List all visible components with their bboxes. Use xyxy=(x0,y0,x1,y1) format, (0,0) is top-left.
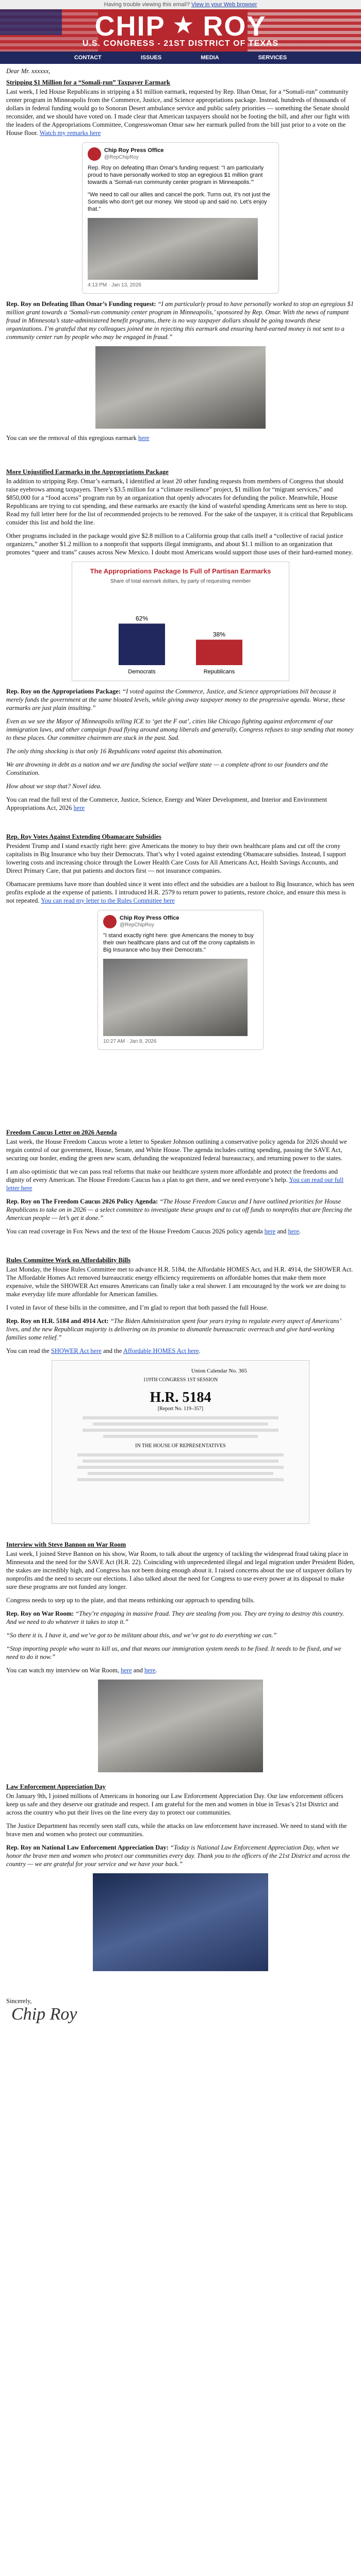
appropriations-body-2: Other programs included in the package would give $2.8 million to a California group that calls itself a “collective of racial justice organizers,” another $1.2 million to a nonprofit that supports illegal immigrants, and about $1.1 million to an organization that promotes “queer and trans” causes across New Mexico. I doubt most Americans would support those uses of their hard-earned money. xyxy=(6,532,353,556)
tweet-video-thumbnail[interactable] xyxy=(88,218,258,280)
tweet-video-thumbnail[interactable] xyxy=(103,959,248,1036)
fox-news-link[interactable]: here xyxy=(264,1228,276,1235)
quote-block-war-room xyxy=(6,1609,355,1626)
spacer xyxy=(6,1056,355,1128)
law-body: On January 9th, I joined millions of Americans in honoring our Law Enforcement Appreciation Day. Our law enforcement officers keep us safe and they deserve our gratitude and respect. I am grateful for the men and women in blue in Texas’s 21st District and across the country who put their lives on the line every day to protect our communities. xyxy=(6,1792,343,1816)
quote-lead: Rep. Roy on Defeating Ilhan Omar’s Funding request: xyxy=(6,300,156,308)
chart-bar-republicans xyxy=(196,640,242,665)
tweet-handle: @RepChipRoy xyxy=(120,922,154,928)
quote-lead: Rep. Roy on the Appropriations Package: xyxy=(6,688,121,695)
quote-text-2: Even as we see the Mayor of Minneapolis telling ICE to ‘get the F out’, cities like Chicago fighting against enforcement of our immigration laws, and other campaign fraud flying around among liberals and generally, Congress refuses to stop sending that money to these places. Our committee chairmen are stuck in the past. Sad. xyxy=(6,718,354,741)
rules-body-2: I voted in favor of these bills in the committee, and I’m glad to report that both passed the full House. xyxy=(6,1304,269,1311)
obamacare-body-2 xyxy=(6,880,355,905)
spacer xyxy=(6,447,355,468)
quote-block-rules xyxy=(6,1317,355,1342)
logo xyxy=(0,11,361,40)
spacer xyxy=(6,1976,355,1997)
topbar-text: Having trouble viewing this email? xyxy=(104,2,190,8)
nav-bar xyxy=(0,52,361,64)
earmark-here-link[interactable]: here xyxy=(138,434,150,442)
section-title-law-enforcement: Law Enforcement Appreciation Day xyxy=(6,1783,106,1790)
doc-congress: 119TH CONGRESS 1ST SESSION xyxy=(143,1377,218,1383)
doc-bill-number: H.R. 5184 xyxy=(150,1389,211,1405)
nav-media[interactable]: MEDIA xyxy=(201,55,219,61)
tweet-handle: @RepChipRoy xyxy=(104,155,139,160)
section-title-rules: Rules Committee Work on Affordability Bills xyxy=(6,1257,131,1264)
obamacare-body-2-text: Obamacare premiums have more than doubled since it went into effect and the subsidies are a bailout to Big Insurance, which has seen profits explode at the expense of patients. I introduced H.R. 2579 to return power to patients, restore choice, and ensure this mess is not repeated. xyxy=(6,880,354,904)
header-subtitle: U.S. CONGRESS - 21ST DISTRICT OF TEXAS xyxy=(82,39,279,48)
rules-letter-link[interactable]: You can read my letter to the Rules Committee here xyxy=(41,897,175,904)
chart-category-label: Democrats xyxy=(128,669,156,675)
war-room-link-2[interactable]: here xyxy=(144,1667,156,1674)
quote-lead: Rep. Roy on War Room: xyxy=(6,1610,74,1617)
email-topbar xyxy=(0,0,361,9)
tweet-timestamp: 10:27 AM · Jan 8, 2026 xyxy=(103,1039,157,1044)
freedom-caucus-body-2 xyxy=(6,1167,355,1192)
quote-text: “They’re engaging in massive fraud. They are stealing from you. They are trying to destroy this country. And we need to do whatever it takes to stop it.” xyxy=(6,1610,344,1625)
chart-category-label: Republicans xyxy=(203,669,235,675)
bill-document-image xyxy=(52,1360,309,1524)
appropriations-full-text xyxy=(6,795,355,812)
doc-report: [Report No. 119–357] xyxy=(157,1406,204,1412)
quote-text: “I voted against the Commerce, Justice, and Science appropriations bill because it merely funds the government at the same bloated levels, while giving away taxpayer money to the progressive agenda. Worse, these earmarks are just plain insulting.” xyxy=(6,688,346,711)
signature: Chip Roy xyxy=(11,2005,77,2024)
chart-value-label: 38% xyxy=(212,631,226,638)
closing: Sincerely, xyxy=(6,1997,32,2005)
quote-lead: Rep. Roy on H.R. 5184 and 4914 Act: xyxy=(6,1317,109,1325)
doc-lines xyxy=(52,1416,309,1438)
section-title-appropriations: More Unjustified Earmarks in the Appropriations Package xyxy=(6,468,169,476)
quote-text: “Today is National Law Enforcement Appreciation Day, when we honor the brave men and women who protect our communities every day. Thank you to the officers of the 21st District and across the country — we are grateful for your service and we have your back.” xyxy=(6,1844,350,1868)
appropriations-body: In addition to stripping Rep. Omar’s earmark, I identified at least 20 other funding requests from members of Congress that should raise eyebrows among taxpayers. There’s $3.5 million for a “climate resilience” project, $1 million for “migrant services,” and $850,000 for a “food access” program run by an organization that openly advocates for defunding the police. Meanwhile, House Republicans are trying to cut spending, and these earmarks are exactly the kind of wasteful spending Americans sent us here to stop. Read my full letter here for the list of recommended projects to be removed. For the sake of the taxpayer, it is critical that Republicans consider this list and hold the line. xyxy=(6,478,353,526)
tweet-author: Chip Roy Press Office xyxy=(120,915,179,921)
quote-block-freedom xyxy=(6,1197,355,1222)
shower-act-link[interactable]: SHOWER Act here xyxy=(51,1347,102,1354)
quote-block-appropriations xyxy=(6,687,355,712)
quote-block-law xyxy=(6,1843,355,1868)
war-room-link-1[interactable]: here xyxy=(121,1667,132,1674)
freedom-letter-link[interactable]: You can read our full letter here xyxy=(6,1176,344,1192)
tweet-text-2: "We need to call our allies and cancel the pork. Turns out, it's not just the Somalis who don't get our money. We stood up and said no. Let's enjoy that." xyxy=(88,192,270,212)
quote-text: “The Biden Administration spent four years trying to regulate every aspect of Americans’ lives, and the new Republican majority is delivering on its promise to dismantle bureaucratic overreach and give hard-working families some relief.” xyxy=(6,1317,341,1341)
nav-contact[interactable]: CONTACT xyxy=(74,55,102,61)
war-room-body-2: Congress needs to step up to the plate, and that means rethinking our approach to spending bills. xyxy=(6,1597,255,1604)
header-banner xyxy=(0,9,361,52)
tweet-header xyxy=(103,914,258,929)
tweet-card-2[interactable] xyxy=(97,910,264,1050)
war-room-links-line: You can watch my interview on War Room, here and here. xyxy=(6,1667,157,1674)
quote-lead: Rep. Roy on National Law Enforcement Appreciation Day: xyxy=(6,1844,169,1851)
agenda-text-link[interactable]: here xyxy=(288,1228,300,1235)
law-enforcement-photo xyxy=(93,1873,268,1971)
tweet-header xyxy=(88,147,273,161)
earmark-link-line xyxy=(6,434,355,442)
tweet-author: Chip Roy Press Office xyxy=(104,147,164,154)
portrait-photo xyxy=(95,346,266,429)
email-content xyxy=(0,64,361,2024)
quote-text-3: “Stop importing people who want to kill us, and that means our immigration system needs to be fixed. It needs to be fixed, and we need to do it now.” xyxy=(6,1645,341,1660)
doc-calendar: Union Calendar No. 365 xyxy=(191,1368,247,1374)
tweet-card[interactable] xyxy=(82,142,279,294)
war-room-video-thumbnail[interactable] xyxy=(98,1680,263,1772)
chart-title: The Appropriations Package Is Full of Partisan Earmarks xyxy=(90,567,271,575)
freedom-coverage-line: You can read coverage in Fox News and the text of the House Freedom Caucus 2026 policy agenda here and here. xyxy=(6,1228,301,1235)
avatar xyxy=(103,915,117,928)
rules-body: Last Monday, the House Rules Committee met to advance H.R. 5184, the Affordable HOMES Act, and H.R. 4914, the SHOWER Act. The Affordable Homes Act removed bureaucratic energy efficiency requirements on affordable homes that make them more expensive, while the SHOWER Act ensures Americans can finally take a real shower. I am encouraged by the work we are doing to make everyday life more affordable for American families. xyxy=(6,1266,353,1298)
avatar xyxy=(88,147,101,161)
logo-right: ROY xyxy=(203,11,267,42)
doc-lines-2 xyxy=(52,1453,309,1481)
chart-bar-democrats xyxy=(119,623,165,665)
freedom-caucus-body-2-text: I am also optimistic that we can pass real reforms that make our healthcare system more affordable and protect the freedoms and dignity of every American. The House Freedom Caucus has a plan to get there, and we need everyone’s help. xyxy=(6,1168,338,1183)
nav-services[interactable]: SERVICES xyxy=(258,55,287,61)
quote-text: “The House Freedom Caucus and I have outlined priorities for House Republicans to take on in 2026 — a select committee to investigate these groups and to cut off funds to nonprofits that are fleecing the American people — let’s get it done.” xyxy=(6,1198,352,1222)
earmark-body: Last week, I led House Republicans in stripping a $1 million earmark, requested by Rep. Ilhan Omar, for a “Somali-run” community center program in Minneapolis from the Commerce, Justice, and Science appropriations package. Instead, hundreds of thousands of dollars in federal funding would go to Sonoran Desert ambulance service and public safety priorities — something the Senate should reconsider, and we should have voted on. I made clear that American taxpayers should not be footing the bill, and after our fight with the leaders of the Appropriations Committee, Congresswoman Omar saw her earmark pulled from the bill just prior to a vote on the House floor. xyxy=(6,88,350,137)
chart-value-label: 62% xyxy=(135,615,149,622)
doc-center: IN THE HOUSE OF REPRESENTATIVES xyxy=(135,1443,226,1449)
section-title-war-room: Interview with Steve Bannon on War Room xyxy=(6,1541,126,1548)
watch-remarks-link[interactable]: Watch my remarks here xyxy=(39,129,101,137)
tweet-text: Rep. Roy on defeating Ilhan Omar's funding request: "I am particularly proud to have personally worked to stop an egregious $1 million grant towards a 'Somali-run community center program in Minneapolis.'" xyxy=(88,165,264,185)
nav-issues[interactable]: ISSUES xyxy=(140,55,162,61)
coverage-text: You can read coverage in Fox News and the text of the House Freedom Caucus 2026 policy agenda xyxy=(6,1228,263,1235)
spacer xyxy=(6,1530,355,1540)
earmark-link-text: You can see the removal of this egregious earmark xyxy=(6,434,137,442)
quote-text-2: “So there it is. I have it, and we’ve got to be militant about this, and we’ve got to do everything we can.” xyxy=(6,1632,277,1639)
section-title-freedom-caucus: Freedom Caucus Letter on 2026 Agenda xyxy=(6,1129,117,1136)
quote-text-3: The only thing shocking is that only 16 Republicans voted against this abomination. xyxy=(6,748,223,755)
full-text-here-link[interactable]: here xyxy=(73,804,85,811)
tweet-text: "I stand exactly right here: give Americans the money to buy their own healthcare plans and cut off the crony capitalists in Big Insurance who buy their Democrats." xyxy=(103,933,255,953)
war-room-foot-text: You can watch my interview on War Room, xyxy=(6,1667,119,1674)
war-room-body: Last week, I joined Steve Bannon on his show, War Room, to talk about the urgency of tackling the widespread fraud taking place in Minnesota and the need for the SAVE Act (H.R. 22). Coinciding with unprecedented illegal and legal migration under President Biden, the stakes are incredibly high, and Congress has not been doing enough about it. I raised concerns about the use of taxpayer dollars by nonprofits and the need to secure our elections. I also talked about the need for Congress to use every power at its disposal to make sure these programs are not funded any longer. xyxy=(6,1550,355,1590)
spacer xyxy=(6,1241,355,1256)
section-title-earmark: Stripping $1 Million for a “Somali-run” Taxpayer Earmark xyxy=(6,79,170,86)
section-title-obamacare: Rep. Roy Votes Against Extending Obamacare Subsidies xyxy=(6,833,161,840)
star-icon: ★ xyxy=(173,13,194,37)
quote-text-5: How about we stop that? Novel idea. xyxy=(6,783,102,790)
freedom-caucus-body: Last week, the House Freedom Caucus wrote a letter to Speaker Johnson outlining a conservative policy agenda for 2026 should we regain control of our government, House, Senate, and White House. The agenda includes cutting spending, passing the SAVE Act, securing our border, ending the green new scam, defunding the weaponized federal bureaucracy, and returning power to the states. xyxy=(6,1138,347,1162)
quote-text: “I am particularly proud to have personally worked to stop an egregious $1 million grant towards a ‘Somali-run community center program in Minneapolis,’ sponsored by Rep. Omar. With the news of rampant fraud in Minnesota’s state-administered benefit programs, there is no way taxpayer dollars should be going towards these organizations. I’m grateful that my colleagues joined me in rejecting this earmark and ensuring hard-earned money is not sent to a community center run by people who may be engaged in fraud.” xyxy=(6,300,354,341)
logo-left: CHIP xyxy=(94,11,165,42)
quote-lead: Rep. Roy on The Freedom Caucus 2026 Policy Agenda: xyxy=(6,1198,158,1205)
spacer xyxy=(6,817,355,833)
spacer xyxy=(6,1777,355,1783)
full-text-line: You can read the full text of the Commerce, Justice, Science, Energy and Water Development, and Interior and Environment Appropriations Act, 2026 xyxy=(6,796,327,811)
view-in-browser-link[interactable]: View in your Web browser xyxy=(191,2,257,8)
quote-text-4: We are drowning in debt as a nation and we are funding the social welfare state — a complete afront to our founders and the Constitution. xyxy=(6,761,329,776)
rules-links-line: You can read the SHOWER Act here and the Affordable HOMES Act here. xyxy=(6,1347,201,1354)
section-body-earmark xyxy=(6,88,355,137)
quote-block-earmark xyxy=(6,300,355,341)
obamacare-body: President Trump and I stand exactly right here: give Americans the money to buy their own healthcare plans and cut off the crony capitalists in Big Insurance who buy their Democrats. That’s why I voted against extending Obamacare subsidies. Instead, I support lowering costs and increasing choice through the Lower Health Care Costs for All Americans Act, Health Savings Accounts, and Direct Primary Care, that put patients and doctors first — not insurance companies. xyxy=(6,842,346,874)
homes-act-link[interactable]: Affordable HOMES Act here xyxy=(123,1347,199,1354)
tweet-timestamp: 4:13 PM · Jan 13, 2026 xyxy=(88,282,141,288)
chart-subtitle: Share of total earmark dollars, by party of requesting member xyxy=(110,579,251,584)
greeting: Dear Mr. xxxxxx, xyxy=(6,67,51,75)
rules-foot-text: You can read the xyxy=(6,1347,50,1354)
earmark-chart xyxy=(72,562,289,681)
law-body-2: The Justice Department has recently seen staff cuts, while the attacks on law enforcement have increased. We need to stand with the brave men and women who protect our communities. xyxy=(6,1822,347,1838)
